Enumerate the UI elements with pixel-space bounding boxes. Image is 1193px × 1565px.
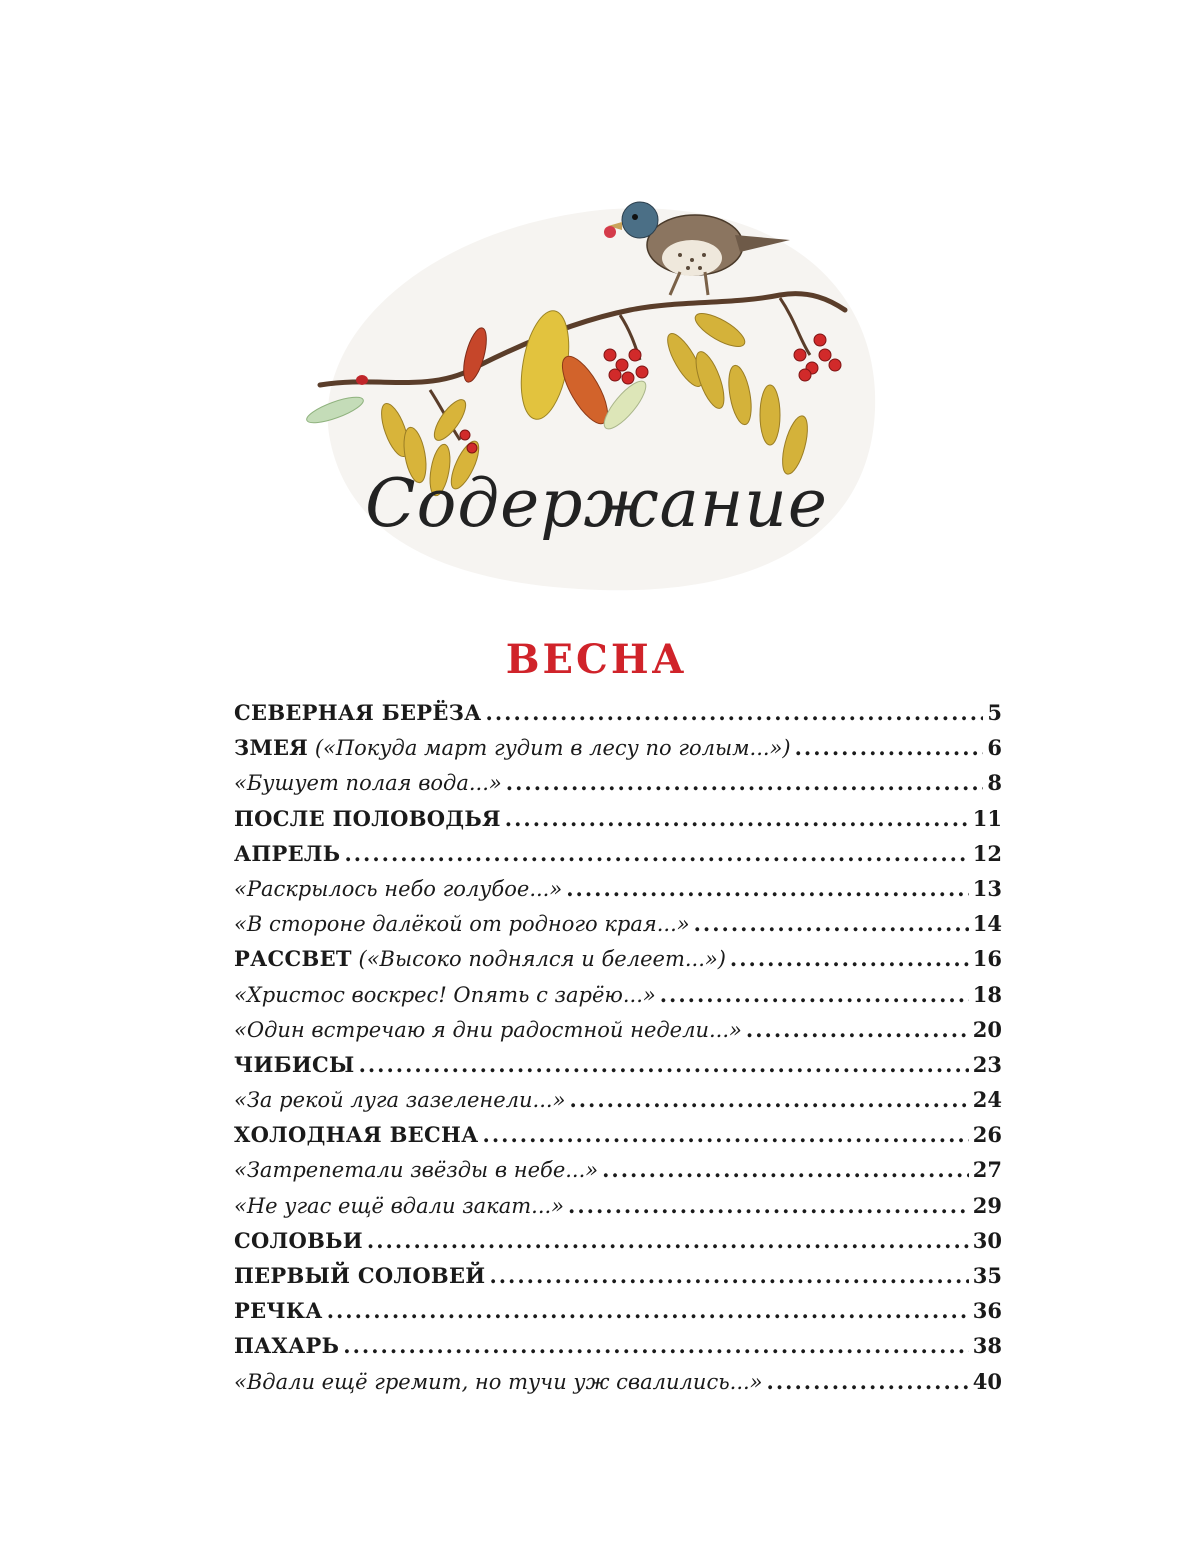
dot-leader	[343, 1333, 969, 1358]
toc-row: РАССВЕТ («Высоко поднялся и белеет...») ..... 16	[234, 946, 1002, 981]
section-title: ВЕСНА	[505, 636, 688, 683]
toc-row: РЕЧКА ..... 36	[234, 1298, 1002, 1333]
toc-row: «Не угас ещё вдали закат...» ..... 29	[234, 1193, 1002, 1228]
dot-leader	[569, 1087, 968, 1112]
toc-row: ПЕРВЫЙ СОЛОВЕЙ ..... 35	[234, 1263, 1002, 1298]
toc-row: «За рекой луга зазеленели...» ..... 24	[234, 1087, 1002, 1122]
dot-leader	[359, 1052, 969, 1077]
dot-leader	[327, 1298, 969, 1323]
dot-leader	[486, 700, 984, 725]
toc-row: «Бушует полая вода...» ..... 8	[234, 770, 1002, 805]
dot-leader	[489, 1263, 968, 1288]
toc-row: ПОСЛЕ ПОЛОВОДЬЯ ..... 11	[234, 806, 1002, 841]
dot-leader	[602, 1157, 969, 1182]
toc-row: «В стороне далёкой от родного края...» ..... 14	[234, 911, 1002, 946]
toc-row: «Вдали ещё гремит, но тучи уж свалились...» ..... 40	[234, 1369, 1002, 1404]
toc-row: ХОЛОДНАЯ ВЕСНА ..... 26	[234, 1122, 1002, 1157]
dot-leader	[746, 1017, 969, 1042]
dot-leader	[367, 1228, 969, 1253]
toc-row: АПРЕЛЬ ..... 12	[234, 841, 1002, 876]
toc-row: «Раскрылось небо голубое...» ..... 13	[234, 876, 1002, 911]
dot-leader	[660, 982, 969, 1007]
toc-row: СЕВЕРНАЯ БЕРЁЗА ..... 5	[234, 700, 1002, 735]
table-of-contents	[234, 700, 1002, 1404]
dot-leader	[505, 806, 969, 831]
dot-leader	[483, 1122, 969, 1147]
dot-leader	[795, 735, 984, 760]
dot-leader	[566, 876, 969, 901]
dot-leader	[730, 946, 969, 971]
dot-leader	[344, 841, 968, 866]
dot-leader	[694, 911, 969, 936]
dot-leader	[506, 770, 984, 795]
toc-row: ЧИБИСЫ ..... 23	[234, 1052, 1002, 1087]
dot-leader	[568, 1193, 969, 1218]
toc-row: «Затрепетали звёзды в небе...» ..... 27	[234, 1157, 1002, 1192]
page-title: Содержание	[365, 465, 828, 542]
toc-row: ПАХАРЬ ..... 38	[234, 1333, 1002, 1368]
toc-row: «Христос воскрес! Опять с зарёю...» ..... 18	[234, 982, 1002, 1017]
toc-row: «Один встречаю я дни радостной недели...» ..... 20	[234, 1017, 1002, 1052]
dot-leader	[767, 1369, 969, 1394]
bird-on-branch-illustration	[300, 190, 890, 510]
toc-row: СОЛОВЬИ ..... 30	[234, 1228, 1002, 1263]
toc-row: ЗМЕЯ («Покуда март гудит в лесу по голым...») ..... 6	[234, 735, 1002, 770]
